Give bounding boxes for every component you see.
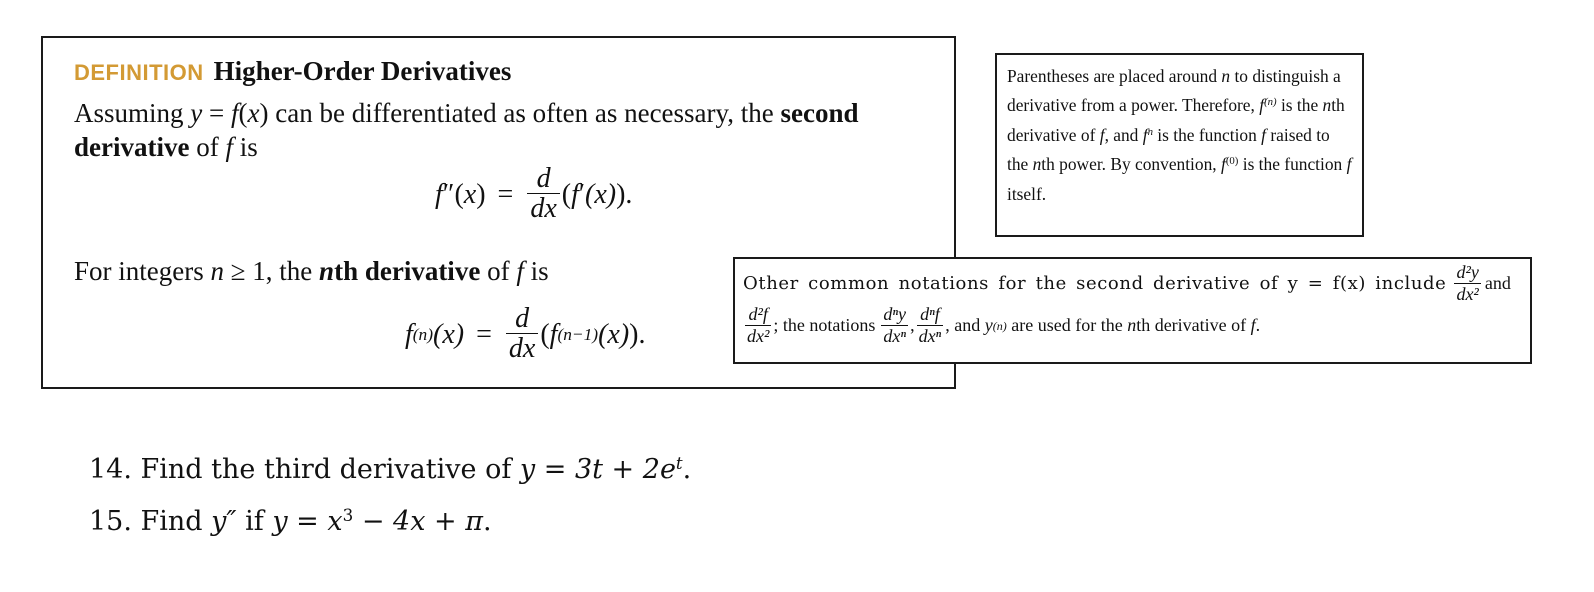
notation-note	[733, 257, 1532, 364]
nth-derivative-equation: f (n) (x) = $\frac{d}{dx}$ ( f (n−1) (x) ).	[405, 303, 646, 365]
second-derivative-statement: Assuming y = f(x) can be differentiated as often as necessary, the second derivative of f is	[74, 98, 859, 162]
nth-derivative-statement: For integers n ≥ 1, the nth derivative of f is	[74, 256, 549, 286]
d-dx-fraction: $\frac{d}{dx}$	[527, 164, 559, 225]
d2f-dx2-fraction: $\frac{\text{d²f}}{\text{dx²}}$	[747, 304, 770, 346]
exercise-15: 15. Find y″ if $y = x^3 - 4x + \pi$.	[89, 504, 492, 537]
notation-line-1: Other common notations for the second derivative of y = f(x) include $\frac{\text{d²y}}{\text{dx²}}$ and	[743, 262, 1511, 304]
second-derivative-equation: f ″ ( x ) = $\frac{d}{dx}$ ( f ′ (x) ).	[435, 163, 633, 225]
dny-dxn-fraction: $\frac{\text{dⁿy}}{\text{dxⁿ}}$	[883, 304, 907, 346]
d-dx-fraction: $\frac{d}{dx}$	[506, 304, 538, 365]
definition-heading	[74, 56, 511, 87]
notation-line-2: $\frac{\text{d²f}}{\text{dx²}}$ ; the notations $\frac{\text{dⁿy}}{\text{dxⁿ}}$ , $\frac{\text{dⁿf}}{\text{dxⁿ}}$ , and y (n) are used for the n th derivative of f .	[747, 304, 1261, 346]
exercise-14: 14. Find the third derivative of $y = 3t + 2e^t$.	[89, 452, 692, 485]
dnf-dxn-fraction: $\frac{\text{dⁿf}}{\text{dxⁿ}}$	[918, 304, 942, 346]
d2y-dx2-fraction: $\frac{\text{d²y}}{\text{dx²}}$	[1456, 262, 1479, 304]
definition-title: Higher-Order Derivatives	[213, 56, 512, 86]
definition-tag: DEFINITION	[74, 60, 204, 85]
parentheses-note: Parentheses are placed around n to distinguish a derivative from a power. Therefore, $f^{(n)}$ is the nth derivative of f, and $f^n$ is the function f raised to the nth power. By convention, $f^{(0)}$ is the function f itself.	[995, 53, 1364, 237]
